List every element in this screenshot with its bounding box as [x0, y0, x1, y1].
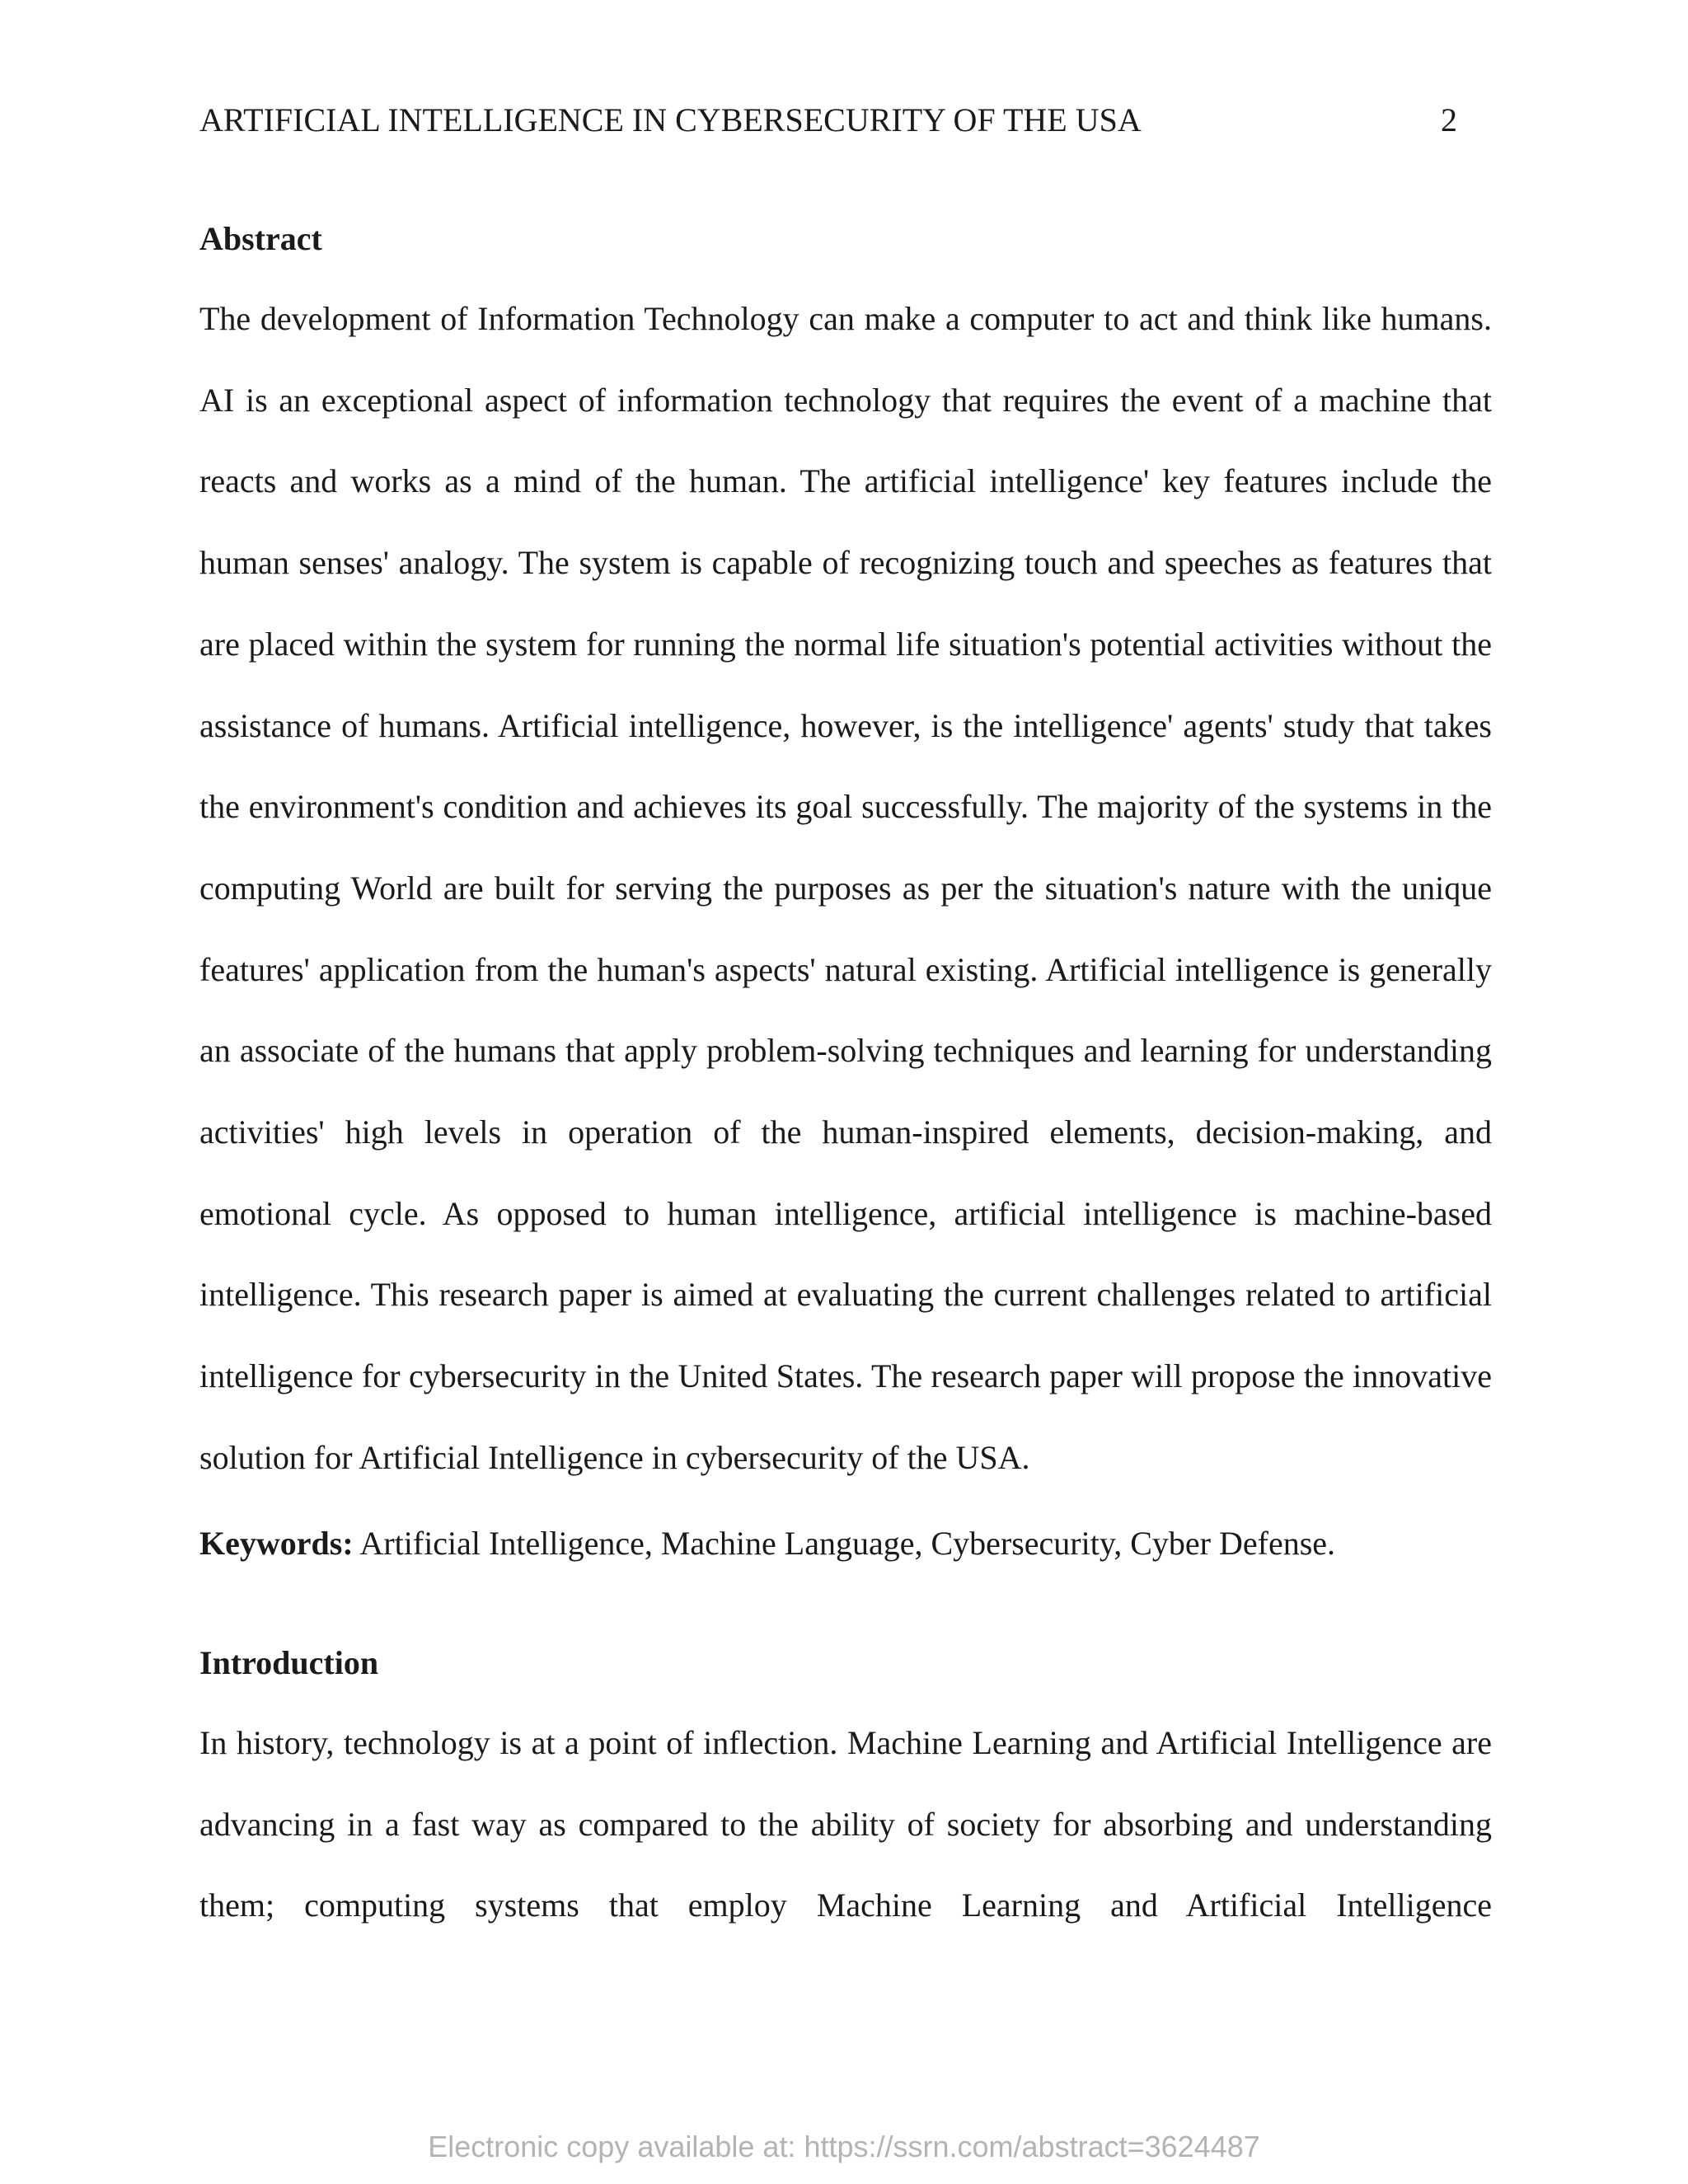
abstract-section — [199, 216, 1492, 1499]
introduction-section — [199, 1640, 1492, 1947]
abstract-heading: Abstract — [199, 220, 322, 257]
abstract-paragraph: The development of Information Technology can make a computer to act and think like humans. AI is an exceptional aspect of information technology that requires the event of a machine that reacts and works as a mind of the human. The artificial intelligence' key features include the human senses' analogy. The system is capable of recognizing touch and speeches as features that are placed within the system for running the normal life situation's potential activities without the assistance of humans. Artificial intelligence, however, is the intelligence' agents' study that takes the environment's condition and achieves its goal successfully. The majority of the systems in the computing World are built for serving the purposes as per the situation's nature with the unique features' application from the human's aspects' natural existing. Artificial intelligence is generally an associate of the humans that apply problem-solving techniques and learning for understanding activities' high levels in operation of the human-inspired elements, decision-making, and emotional cycle. As opposed to human intelligence, artificial intelligence is machine-based intelligence. This research paper is aimed at evaluating the current challenges related to artificial intelligence for cybersecurity in the United States. The research paper will propose the innovative solution for Artificial Intelligence in cybersecurity of the USA. — [199, 300, 1492, 1476]
running-title: ARTIFICIAL INTELLIGENCE IN CYBERSECURITY OF THE USA — [199, 101, 1142, 138]
introduction-heading: Introduction — [199, 1644, 379, 1681]
keywords-label: Keywords: — [199, 1525, 354, 1562]
page-number: 2 — [1441, 101, 1457, 138]
introduction-paragraph: In history, technology is at a point of inflection. Machine Learning and Artificial Intelligence are advancing in a fast way as compared to the ability of society for absorbing and understanding them; computing systems that employ Machine Learning and Artificial Intelligence — [199, 1724, 1492, 1924]
ssrn-footer: Electronic copy available at: https://ssrn.com/abstract=3624487 — [428, 2130, 1260, 2163]
keywords-text: Artificial Intelligence, Machine Language, Cybersecurity, Cyber Defense. — [353, 1525, 1336, 1562]
keywords-line — [199, 1521, 1492, 1567]
running-header — [199, 97, 1489, 143]
